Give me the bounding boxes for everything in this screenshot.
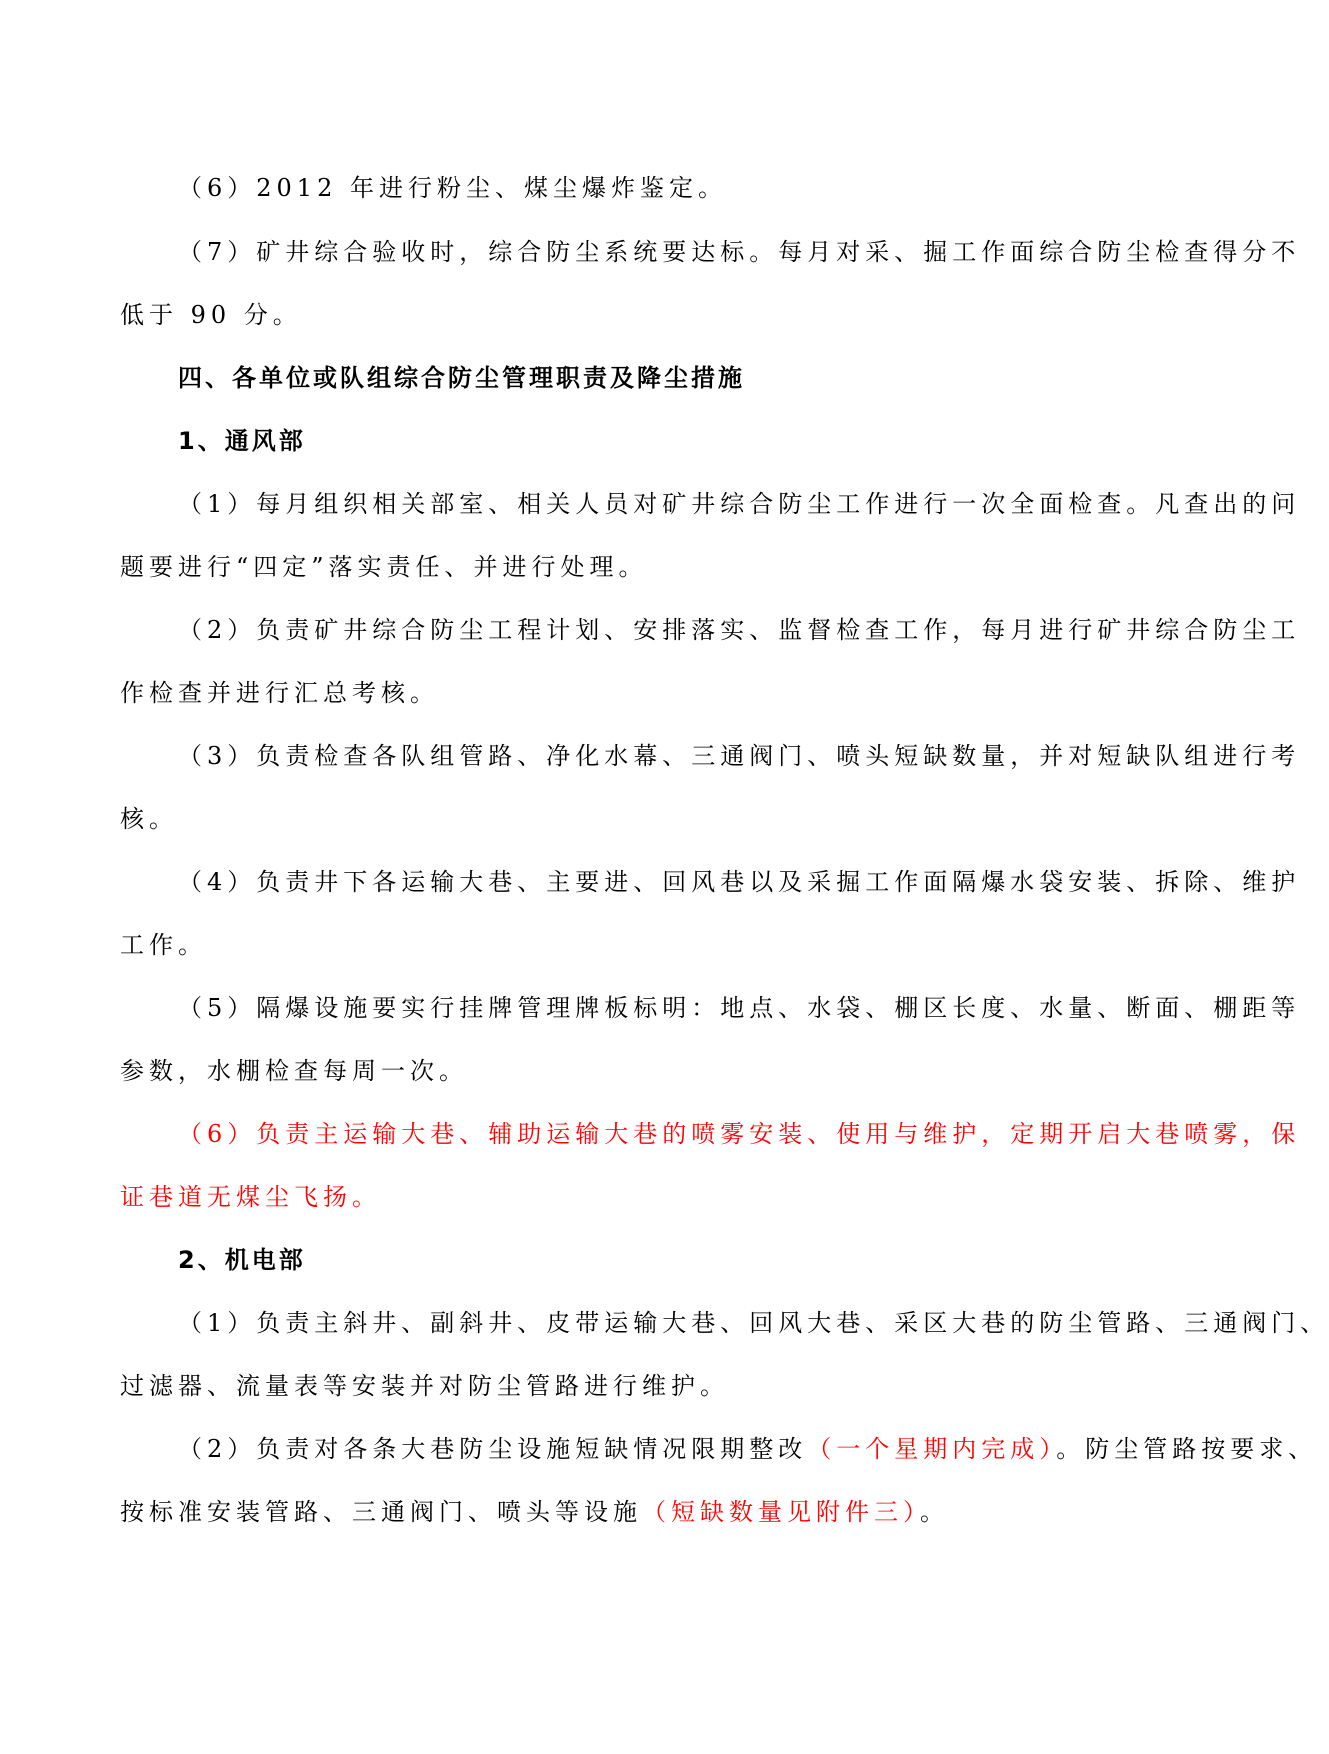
section-4-heading xyxy=(178,362,745,394)
highlighted-text-line: 证巷道无煤尘飞扬。 xyxy=(120,1183,381,1211)
paragraph-6-dust-explosion-test xyxy=(178,172,727,204)
text-line: 工作。 xyxy=(120,931,207,959)
ventilation-item-3-line-2 xyxy=(120,803,178,835)
text-segment: 按标准安装管路、三通阀门、喷头等设施 xyxy=(120,1498,642,1526)
heading-text: 四、各单位或队组综合防尘管理职责及降尘措施 xyxy=(178,364,745,392)
paragraph-7-line-2 xyxy=(120,299,302,331)
electromechanical-item-2-line-1 xyxy=(178,1433,1317,1465)
ventilation-item-1-line-1 xyxy=(178,488,1300,520)
text-line: （2）负责矿井综合防尘工程计划、安排落实、监督检查工作，每月进行矿井综合防尘工 xyxy=(178,616,1301,644)
ventilation-item-5-line-1 xyxy=(178,992,1300,1024)
ventilation-item-4-line-1 xyxy=(178,866,1300,898)
text-line: （5）隔爆设施要实行挂牌管理牌板标明：地点、水袋、棚区长度、水量、断面、棚距等 xyxy=(178,994,1301,1022)
text-segment: 。 xyxy=(920,1498,949,1526)
text-line: 参数，水棚检查每周一次。 xyxy=(120,1057,468,1085)
attachment-reference-note: （短缺数量见附件三） xyxy=(642,1498,920,1526)
highlighted-text-line: （6）负责主运输大巷、辅助运输大巷的喷雾安装、使用与维护，定期开启大巷喷雾，保 xyxy=(178,1120,1301,1148)
ventilation-item-2-line-2 xyxy=(120,677,439,709)
text-line: 低于 90 分。 xyxy=(120,301,302,329)
ventilation-item-6-line-2 xyxy=(120,1181,381,1213)
heading-text: 1、通风部 xyxy=(178,427,306,455)
electromechanical-item-1-line-2 xyxy=(120,1370,729,1402)
text-segment: （2）负责对各条大巷防尘设施短缺情况限期整改 xyxy=(178,1435,808,1463)
paragraph-7-line-1 xyxy=(178,236,1300,268)
text-segment: 。防尘管路按要求、 xyxy=(1056,1435,1318,1463)
deadline-note: （一个星期内完成） xyxy=(807,1435,1057,1463)
ventilation-item-1-line-2 xyxy=(120,551,648,583)
text-line: 题要进行“四定”落实责任、并进行处理。 xyxy=(120,553,648,581)
ventilation-item-6-line-1 xyxy=(178,1118,1300,1150)
text-line: （1）负责主斜井、副斜井、皮带运输大巷、回风大巷、采区大巷的防尘管路、三通阀门、 xyxy=(178,1309,1329,1337)
text-line: （3）负责检查各队组管路、净化水幕、三通阀门、喷头短缺数量，并对短缺队组进行考 xyxy=(178,742,1301,770)
subsection-ventilation-heading xyxy=(178,425,306,457)
ventilation-item-5-line-2 xyxy=(120,1055,468,1087)
heading-text: 2、机电部 xyxy=(178,1246,306,1274)
ventilation-item-3-line-1 xyxy=(178,740,1300,772)
electromechanical-item-1-line-1 xyxy=(178,1307,1329,1339)
text-line: 过滤器、流量表等安装并对防尘管路进行维护。 xyxy=(120,1372,729,1400)
ventilation-item-4-line-2 xyxy=(120,929,207,961)
text-line: 作检查并进行汇总考核。 xyxy=(120,679,439,707)
ventilation-item-2-line-1 xyxy=(178,614,1300,646)
text-line: （6）2012 年进行粉尘、煤尘爆炸鉴定。 xyxy=(178,174,727,202)
subsection-electromechanical-heading xyxy=(178,1244,306,1276)
text-line: （1）每月组织相关部室、相关人员对矿井综合防尘工作进行一次全面检查。凡查出的问 xyxy=(178,490,1301,518)
text-line: 核。 xyxy=(120,805,178,833)
electromechanical-item-2-line-2 xyxy=(120,1496,949,1528)
text-line: （7）矿井综合验收时，综合防尘系统要达标。每月对采、掘工作面综合防尘检查得分不 xyxy=(178,238,1301,266)
text-line: （4）负责井下各运输大巷、主要进、回风巷以及采掘工作面隔爆水袋安装、拆除、维护 xyxy=(178,868,1301,896)
